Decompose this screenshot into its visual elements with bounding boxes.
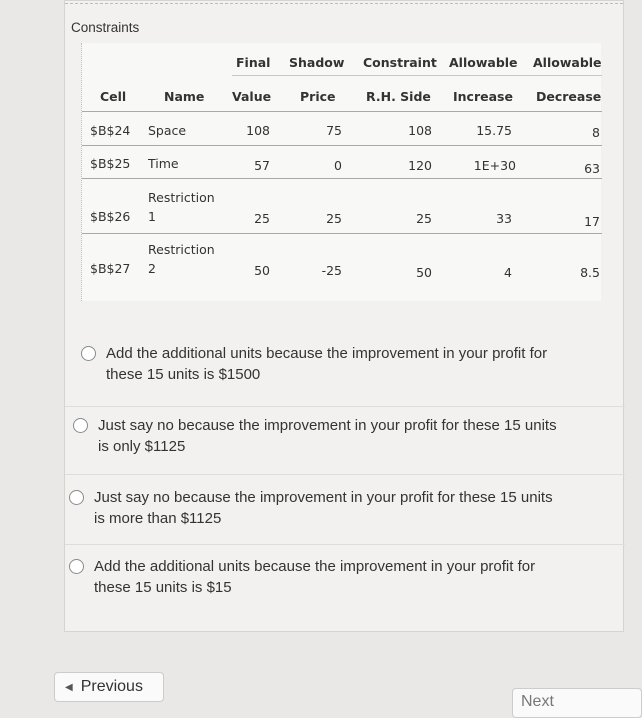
table-row-rhs: 108 [408, 123, 432, 138]
row-divider [82, 178, 602, 179]
table-row-decrease: 17 [584, 214, 600, 229]
table-row-shadow-price: 75 [326, 123, 342, 138]
table-row-name: Restriction [148, 242, 215, 257]
table-row-shadow-price: 0 [334, 158, 342, 173]
table-row-shadow-price: -25 [321, 263, 342, 278]
table-row-shadow-price: 25 [326, 211, 342, 226]
table-row-name-suffix: 2 [148, 261, 156, 276]
section-title: Constraints [71, 20, 140, 35]
chevron-left-icon: ◀ [65, 681, 73, 693]
table-row-rhs: 25 [416, 211, 432, 226]
option-divider [65, 544, 625, 545]
header-allowable-1: Allowable [449, 55, 518, 70]
table-row-final-value: 50 [254, 263, 270, 278]
header-name: Name [164, 89, 205, 104]
radio-button[interactable] [73, 418, 88, 433]
header-price: Price [300, 89, 336, 104]
option-divider [65, 474, 625, 475]
header-decrease: Decrease [536, 89, 602, 104]
table-row-increase: 15.75 [476, 123, 512, 138]
header-cell: Cell [100, 89, 127, 104]
table-row-cell: $B$25 [90, 156, 131, 171]
radio-button[interactable] [69, 490, 84, 505]
table-row-final-value: 108 [246, 123, 270, 138]
table-row-decrease: 63 [584, 161, 600, 176]
table-row-rhs: 120 [408, 158, 432, 173]
table-row-increase: 33 [496, 211, 512, 226]
answer-option-text: Add the additional units because the improvement in your profit for these 15 units is $15 [94, 558, 536, 596]
header-divider [232, 75, 602, 76]
question-card [64, 0, 624, 632]
header-shadow: Shadow [289, 55, 345, 70]
row-divider [82, 145, 602, 146]
row-divider [82, 233, 602, 234]
table-row-final-value: 57 [254, 158, 270, 173]
answer-option-4[interactable] [69, 556, 629, 598]
answer-option-text: Just say no because the improvement in your profit for these 15 units is more than $1125 [94, 489, 553, 527]
sensitivity-table [81, 43, 601, 301]
table-row-name: Time [148, 156, 179, 171]
answer-option-2[interactable] [73, 415, 633, 457]
next-label: Next [521, 693, 554, 710]
previous-button[interactable] [54, 672, 164, 702]
table-row-name-suffix: 1 [148, 209, 156, 224]
header-bottom-divider [82, 111, 602, 112]
table-row-final-value: 25 [254, 211, 270, 226]
table-row-name: Space [148, 123, 187, 138]
table-row-cell: $B$27 [90, 261, 131, 276]
radio-button[interactable] [81, 346, 96, 361]
answer-option-text: Just say no because the improvement in your profit for these 15 units is only $1125 [98, 417, 557, 455]
table-row-rhs: 50 [416, 265, 432, 280]
header-rhs: R.H. Side [366, 89, 431, 104]
top-divider [65, 3, 623, 4]
table-row-decrease: 8.5 [580, 265, 600, 280]
table-row-name: Restriction [148, 190, 215, 205]
next-button[interactable] [512, 688, 642, 718]
header-final: Final [236, 55, 271, 70]
answer-option-text: Add the additional units because the improvement in your profit for these 15 units is $1500 [106, 345, 548, 383]
previous-label: Previous [80, 678, 143, 695]
header-increase: Increase [453, 89, 513, 104]
table-row-increase: 1E+30 [473, 158, 516, 173]
table-row-increase: 4 [504, 265, 512, 280]
header-allowable-2: Allowable [533, 55, 602, 70]
radio-button[interactable] [69, 559, 84, 574]
table-row-decrease: 8 [592, 125, 600, 140]
header-value: Value [232, 89, 272, 104]
option-divider [65, 406, 625, 407]
table-row-cell: $B$26 [90, 209, 131, 224]
answer-option-1[interactable] [81, 343, 641, 385]
header-constraint: Constraint [363, 55, 437, 70]
answer-option-3[interactable] [69, 487, 629, 529]
table-row-cell: $B$24 [90, 123, 131, 138]
